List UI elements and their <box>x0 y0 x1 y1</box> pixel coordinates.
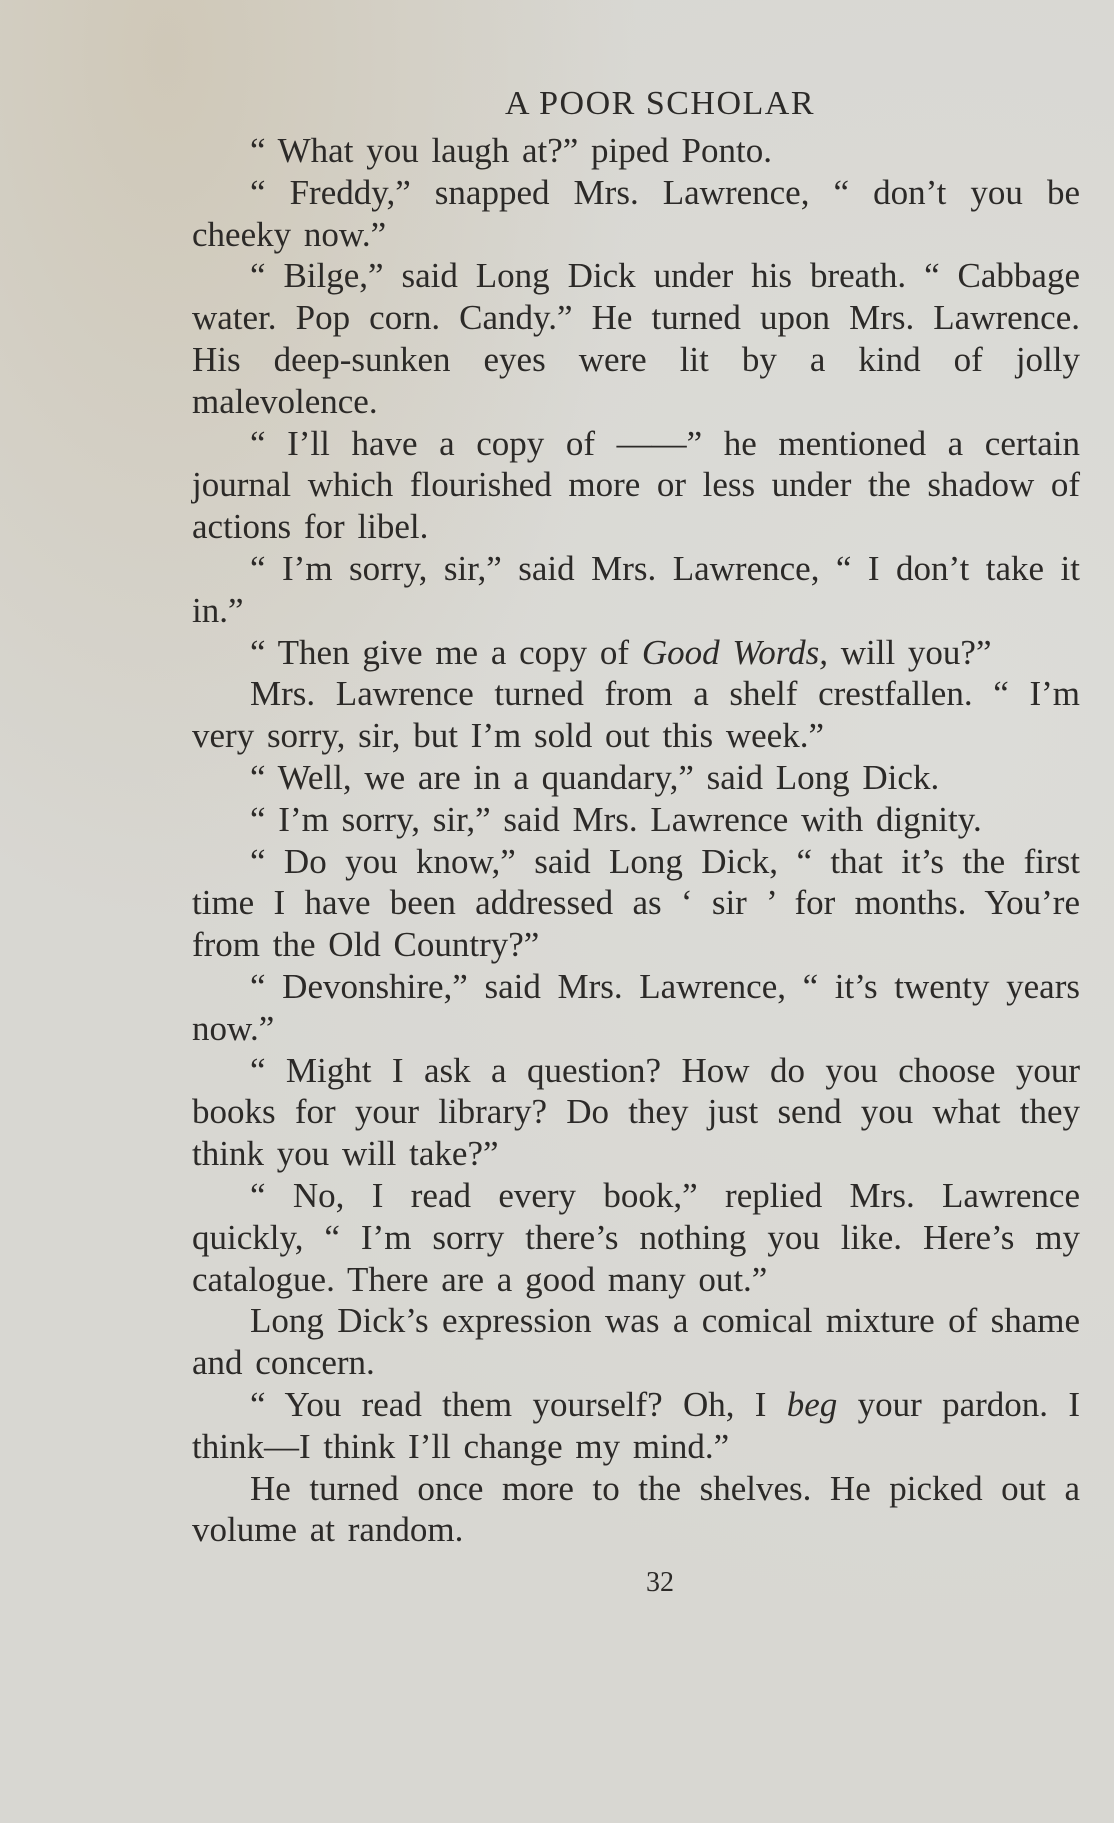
paragraph <box>192 632 1080 674</box>
italic-title: Good Words, <box>641 632 828 672</box>
paragraph-text: “ Then give me a copy of <box>250 632 642 672</box>
paragraph-text: your pardon. I think—I think I’ll change my mind.” <box>192 1384 1080 1466</box>
paragraph: “ No, I read every book,” replied Mrs. Lawrence quickly, “ I’m sorry there’s nothing you like. Here’s my catalogue. There are a good many out.” <box>192 1175 1080 1299</box>
page-number: 32 <box>646 1567 674 1599</box>
paragraph: “ I’ll have a copy of ——” he mentioned a certain journal which flourished more or less under the shadow of actions for libel. <box>192 423 1080 547</box>
paragraph: Mrs. Lawrence turned from a shelf crestfallen. “ I’m very sorry, sir, but I’m sold out this week.” <box>192 674 1080 756</box>
book-page <box>192 78 1080 1601</box>
paragraph: “ I’m sorry, sir,” said Mrs. Lawrence with dignity. <box>250 799 982 839</box>
paragraph: “ What you laugh at?” piped Ponto. <box>250 131 772 170</box>
paragraph: Long Dick’s expression was a comical mixture of shame and concern. <box>192 1301 1080 1383</box>
body-text <box>192 130 1080 1551</box>
paragraph: “ Might I ask a question? How do you choose your books for your library? Do they just send you what they think you will take?” <box>192 1050 1080 1174</box>
paragraph: “ Bilge,” said Long Dick under his breath. “ Cabbage water. Pop corn. Candy.” He turned upon Mrs. Lawrence. His deep-sunken eyes were lit by a kind of jolly malevolence. <box>192 256 1080 421</box>
paragraph-text: “ You read them yourself? Oh, I <box>250 1384 787 1424</box>
running-title: A POOR SCHOLAR <box>504 85 816 122</box>
paragraph: “ Well, we are in a quandary,” said Long Dick. <box>250 757 940 797</box>
italic-word: beg <box>786 1384 838 1424</box>
paragraph: “ Devonshire,” said Mrs. Lawrence, “ it’s twenty years now.” <box>192 966 1080 1048</box>
paragraph: “ Freddy,” snapped Mrs. Lawrence, “ don’t you be cheeky now.” <box>192 172 1080 254</box>
paragraph: “ I’m sorry, sir,” said Mrs. Lawrence, “ I don’t take it in.” <box>192 548 1080 630</box>
paragraph <box>192 1384 1080 1468</box>
paragraph: He turned once more to the shelves. He picked out a volume at random. <box>192 1468 1080 1550</box>
paragraph: “ Do you know,” said Long Dick, “ that it’s the first time I have been addressed as ‘ sir ’ for months. You’re from the Old Country?” <box>192 841 1080 965</box>
paragraph-text: will you?” <box>827 632 992 672</box>
